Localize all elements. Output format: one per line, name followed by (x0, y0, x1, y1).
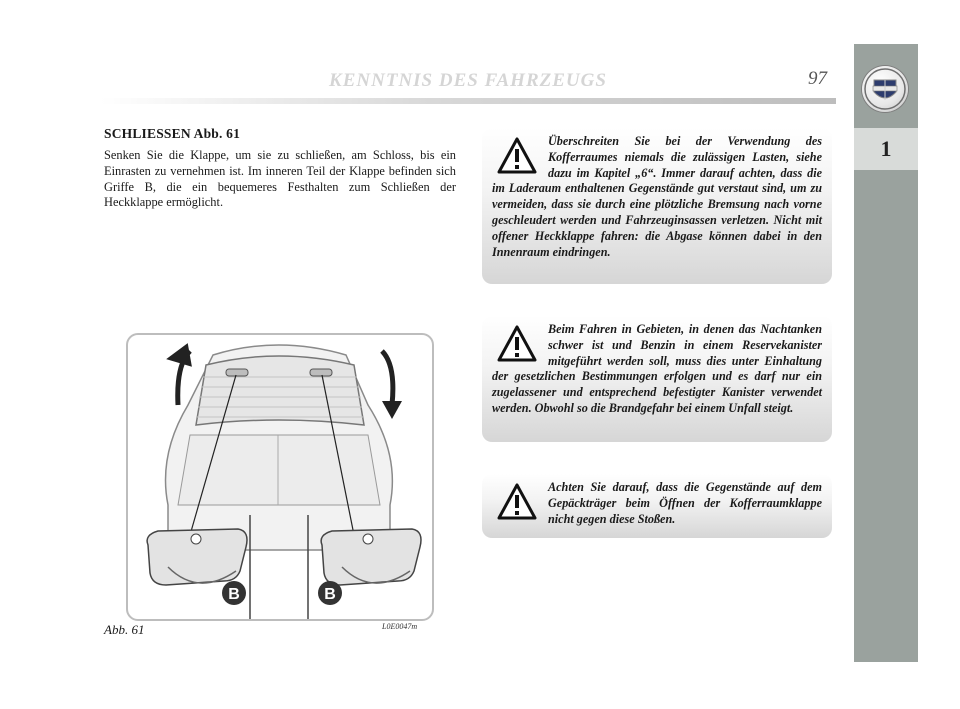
warning-triangle-icon (496, 482, 538, 522)
warning-box-roofrack (482, 474, 832, 538)
header-rule (100, 98, 836, 104)
warning-triangle-icon (496, 136, 538, 176)
warning-text-fuel: Beim Fahren in Gebieten, in denen das Nachtanken schwer ist und Benzin in einem Reservekanister mitgeführt werden soll, muss dies unter Einhaltung der gesetzlichen Bestimmungen erfolgen und es darf nur ein zugelassener und entsprechend befestigter Kanister verwendet werden. Obwohl so die Brandgefahr bei einem Unfall steigt. (492, 322, 822, 415)
figure-caption: Abb. 61 (104, 622, 145, 637)
page-header-title: KENNTNIS DES FAHRZEUGS (329, 70, 607, 91)
page-number: 97 (808, 68, 827, 89)
warning-box-fuel (482, 316, 832, 442)
warning-box-load (482, 128, 832, 284)
chapter-number: 1 (854, 128, 918, 170)
warning-text-load: Überschreiten Sie bei der Verwendung des Kofferraumes niemals die zulässigen Lasten, siehe dazu im Kapitel „6“. Immer darauf achten, dass die im Laderaum enthaltenen Gegenstände gut verstaut sind, um zu vermeiden, dass sie durch eine plötzliche Bremsung nach vorne geschleudert werden und Fahrzeuginsassen verletzen. Nicht mit offener Heckklappe fahren: die Abgase können dabei in den Innenraum eindringen. (492, 134, 822, 259)
figure-label-b-left: B (228, 586, 240, 603)
figure-tailgate-closing (126, 333, 434, 621)
tailgate-illustration (128, 335, 432, 619)
section-body: Senken Sie die Klappe, um sie zu schließen, am Schloss, bis ein Einrasten zu vernehmen ist. Im inneren Teil der Klappe befinden sich Griffe B, die ein bequemeres Festhalten zum Schließen der Heckklappe ermöglicht. (104, 148, 456, 210)
warning-text-roofrack: Achten Sie darauf, dass die Gegenstände auf dem Gepäckträger beim Öffnen der Kofferraumklappe nicht gegen diese Stoßen. (548, 480, 822, 526)
figure-label-b-right: B (324, 586, 336, 603)
warning-triangle-icon (496, 324, 538, 364)
section-heading: SCHLIESSEN Abb. 61 (104, 126, 241, 141)
figure-code: L0E0047m (382, 622, 418, 631)
lancia-logo-icon (862, 66, 908, 112)
